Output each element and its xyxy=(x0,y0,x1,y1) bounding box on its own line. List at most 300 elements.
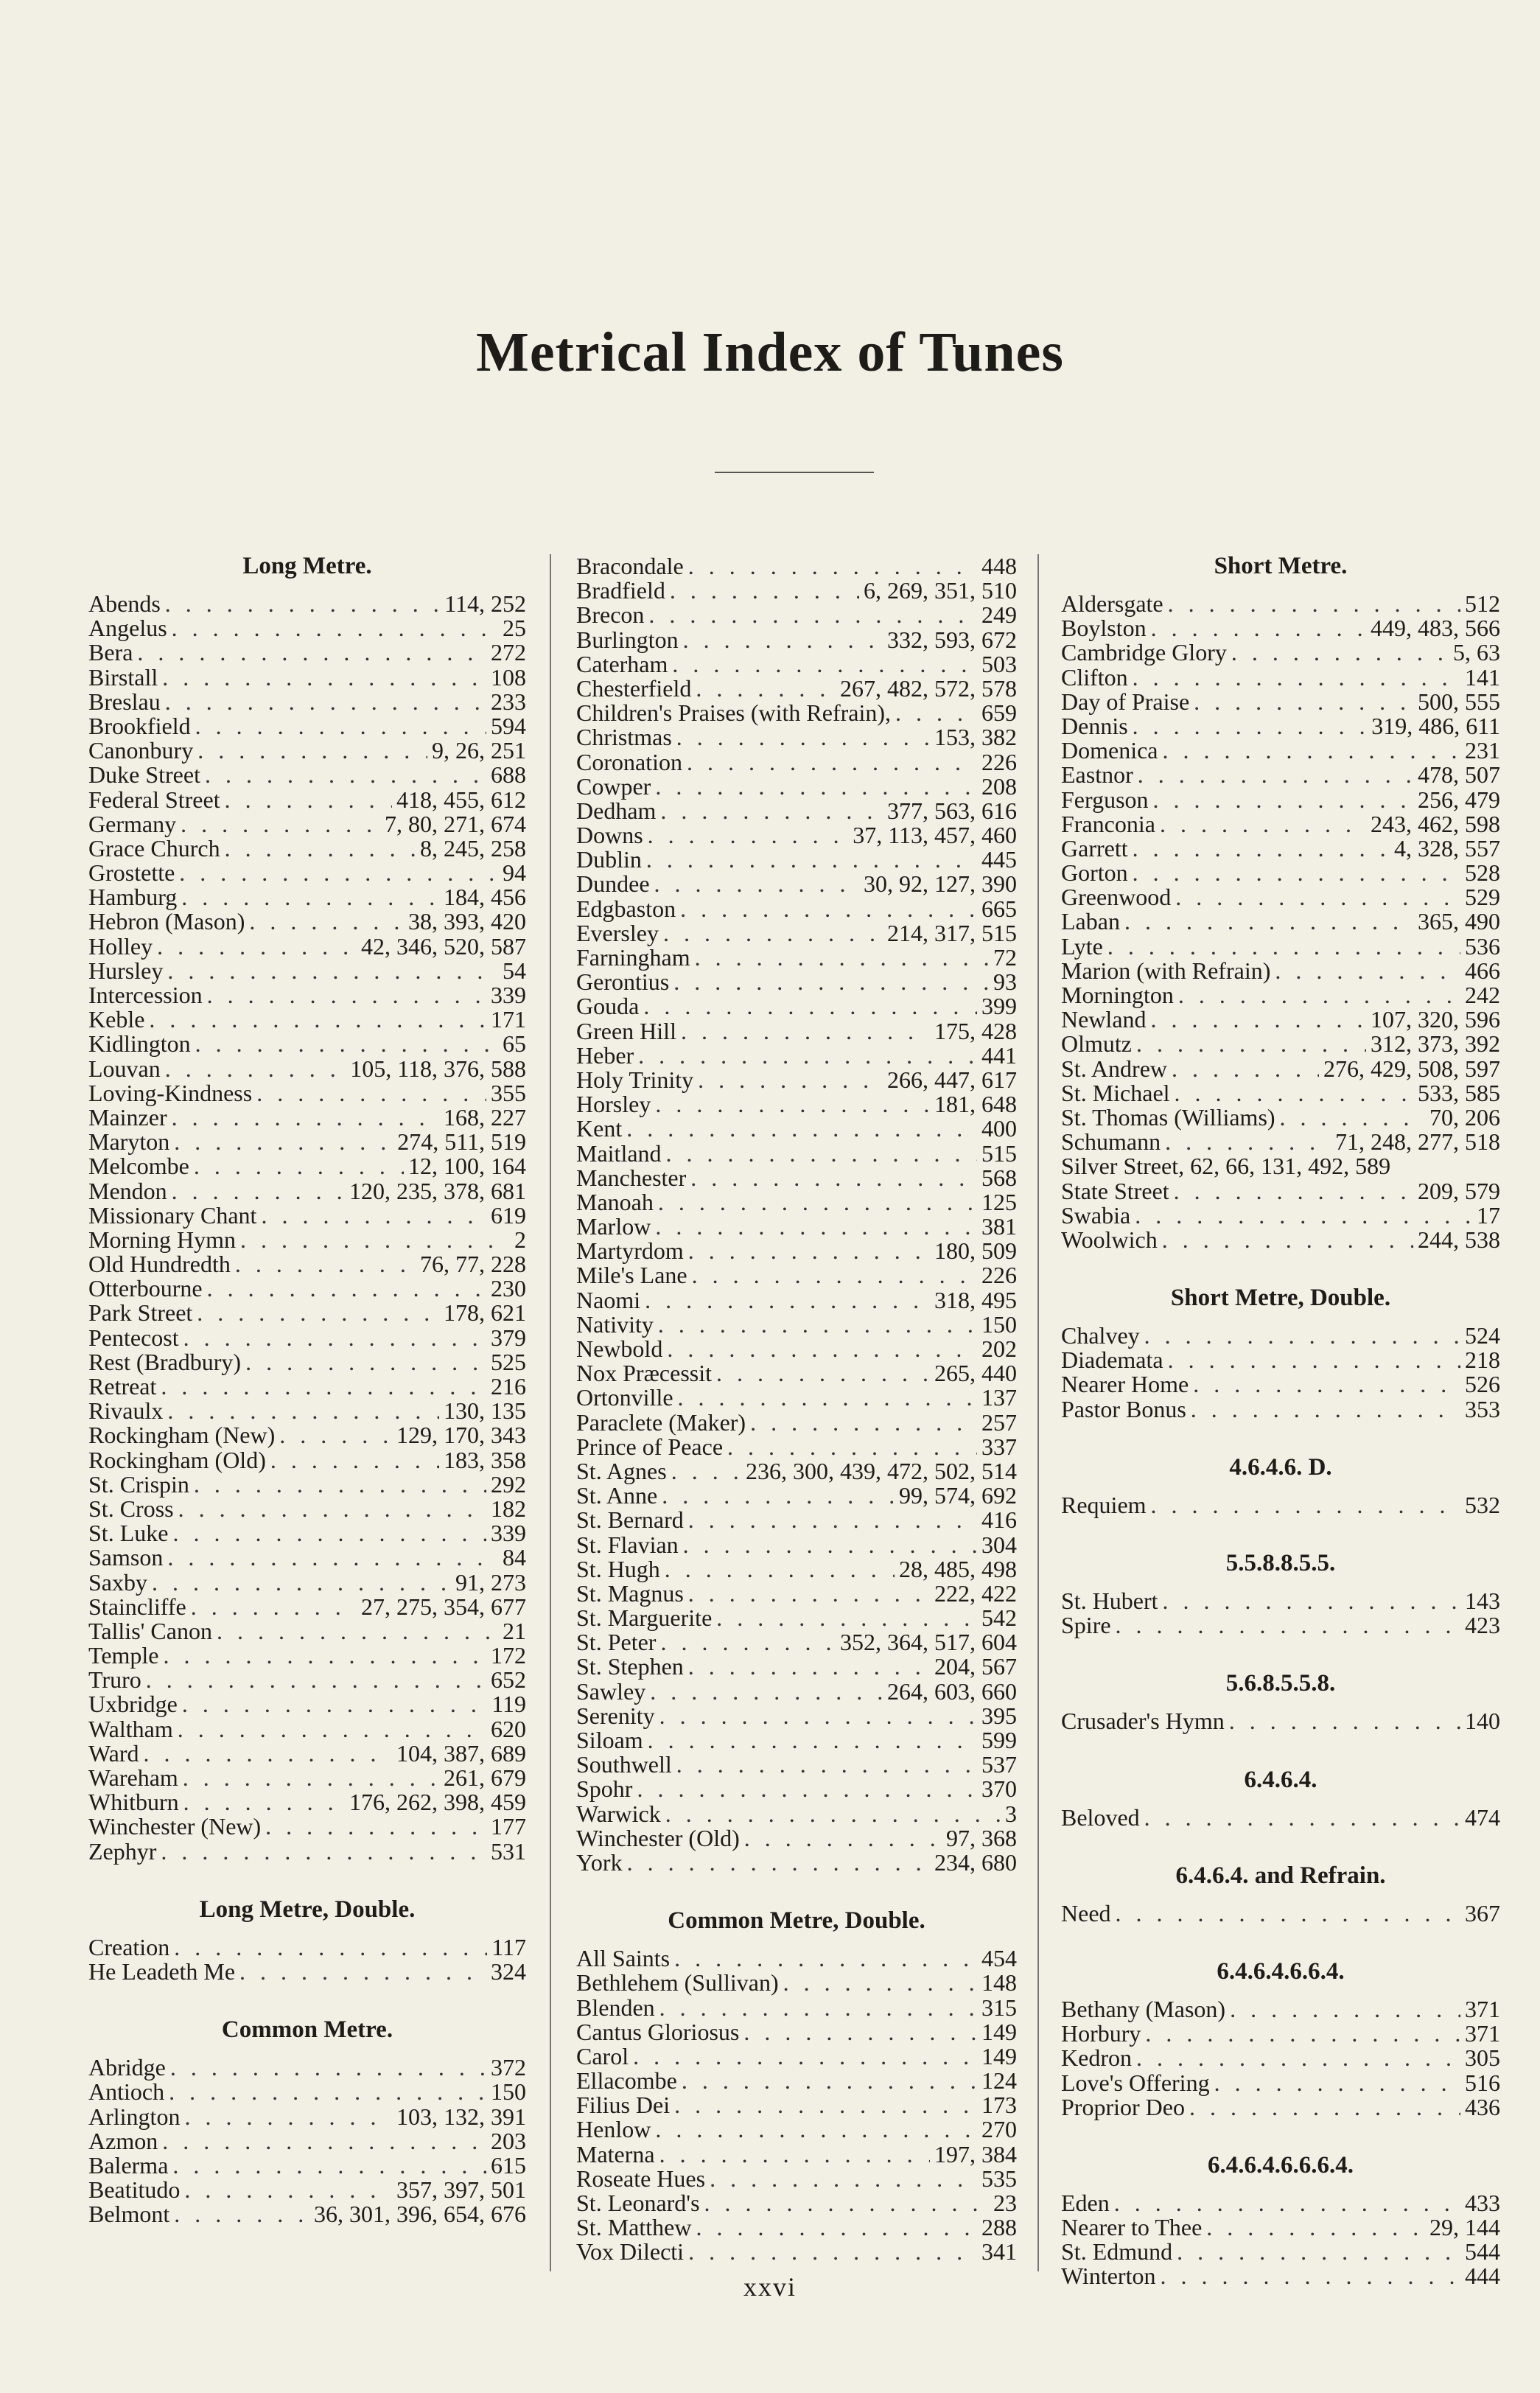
dot-leader xyxy=(183,1766,439,1790)
index-entry xyxy=(576,1704,1017,1728)
hymn-numbers: 119 xyxy=(491,1691,526,1718)
tune-name: Boylston xyxy=(1061,615,1147,642)
index-entry xyxy=(576,897,1017,921)
hymn-numbers: 140 xyxy=(1465,1708,1500,1735)
dot-leader xyxy=(270,1448,439,1473)
index-entry xyxy=(1061,1228,1500,1252)
index-entry xyxy=(576,1996,1017,2020)
hymn-numbers: 652 xyxy=(491,1666,526,1694)
index-entry xyxy=(88,812,526,836)
dot-leader xyxy=(1116,1901,1460,1926)
index-entry xyxy=(1061,1997,1500,2022)
tune-name: Paraclete (Maker) xyxy=(576,1408,746,1436)
tune-name: Brookfield xyxy=(88,712,191,739)
tune-name: Manoah xyxy=(576,1188,654,1215)
hymn-numbers: 99, 574, 692 xyxy=(899,1482,1017,1509)
dot-leader xyxy=(249,909,404,934)
index-entry xyxy=(88,959,526,983)
dot-leader xyxy=(648,823,849,848)
hymn-numbers: 619 xyxy=(491,1201,526,1229)
index-entry xyxy=(1061,2240,1500,2264)
tune-name: Morning Hymn xyxy=(88,1226,236,1253)
tune-name: Duke Street xyxy=(88,761,200,789)
section-entries xyxy=(1061,1901,1500,1926)
index-entry xyxy=(576,701,1017,725)
hymn-numbers: 30, 92, 127, 390 xyxy=(864,870,1017,898)
dot-leader xyxy=(1162,1228,1413,1252)
tune-name: Gorton xyxy=(1061,859,1128,887)
section-entries xyxy=(88,1935,526,1984)
tune-name: Angelus xyxy=(88,615,167,642)
dot-leader xyxy=(182,1692,487,1716)
tune-name: Prince of Peace xyxy=(576,1433,724,1460)
index-entry xyxy=(88,1595,526,1619)
index-entry xyxy=(1061,1081,1500,1105)
tune-name: Materna xyxy=(576,2140,655,2167)
tune-name: St. Stephen xyxy=(576,1653,684,1680)
dot-leader xyxy=(137,640,486,665)
index-entry xyxy=(576,1533,1017,1557)
hymn-numbers: 370 xyxy=(981,1775,1017,1803)
tune-name: Martyrdom xyxy=(576,1237,684,1265)
index-entry xyxy=(576,1579,1017,1607)
index-entry xyxy=(576,848,1017,872)
tune-name: Bradfield xyxy=(576,577,665,604)
dot-leader xyxy=(178,1497,486,1521)
dot-leader xyxy=(1189,2095,1460,2120)
hymn-numbers: 4, 328, 557 xyxy=(1394,834,1500,862)
tune-name: Silver Street, 62, 66, 131, 492, 589 xyxy=(1061,1153,1391,1180)
dot-leader xyxy=(674,1946,977,1971)
hymn-numbers: 400 xyxy=(981,1115,1017,1142)
hymn-numbers: 153, 382 xyxy=(934,724,1017,751)
index-entry xyxy=(88,1423,526,1447)
tune-name: Chesterfield xyxy=(576,674,692,702)
tune-name: Winchester (New) xyxy=(88,1813,262,1840)
index-entry xyxy=(88,1619,526,1643)
hymn-numbers: 97, 368 xyxy=(946,1824,1017,1851)
index-entry xyxy=(576,1508,1017,1532)
tune-name: Pentecost xyxy=(88,1324,179,1351)
hymn-numbers: 339 xyxy=(491,1520,526,1547)
index-entry xyxy=(1061,983,1500,1007)
index-entry xyxy=(88,788,526,812)
dot-leader xyxy=(716,1606,977,1630)
dot-leader xyxy=(696,2215,977,2240)
dot-leader xyxy=(174,2202,309,2226)
hymn-numbers: 416 xyxy=(981,1506,1017,1534)
dot-leader xyxy=(683,1533,977,1557)
index-entry xyxy=(88,1326,526,1350)
tune-name: Gouda xyxy=(576,993,640,1020)
dot-leader xyxy=(174,1130,393,1154)
index-entry xyxy=(576,1361,1017,1386)
index-entry xyxy=(1061,640,1500,665)
section-title: 6.4.6.4.6.6.4. xyxy=(1217,1957,1345,1985)
index-entry xyxy=(88,1935,526,1960)
index-entry xyxy=(576,579,1017,603)
tune-name: Antioch xyxy=(88,2078,165,2106)
index-entry xyxy=(576,1263,1017,1288)
index-entry xyxy=(576,946,1017,970)
index-entry xyxy=(88,714,526,738)
hymn-numbers: 503 xyxy=(981,650,1017,677)
hymn-numbers: 8, 245, 258 xyxy=(420,834,526,862)
index-entry xyxy=(576,2093,1017,2117)
dot-leader xyxy=(197,1301,439,1325)
tune-name: Woolwich xyxy=(1061,1226,1158,1253)
section-title: Short Metre. xyxy=(1214,553,1348,579)
tune-name: Diademata xyxy=(1061,1346,1163,1374)
index-entry xyxy=(576,823,1017,848)
hymn-numbers: 124 xyxy=(981,2067,1017,2095)
tune-name: Greenwood xyxy=(1061,884,1172,911)
tune-name: St. Anne xyxy=(576,1482,658,1509)
hymn-numbers: 70, 206 xyxy=(1429,1103,1500,1131)
dot-leader xyxy=(1116,1613,1460,1638)
hymn-numbers: 91, 273 xyxy=(455,1568,526,1596)
dot-leader xyxy=(1138,763,1413,787)
tune-name: Requiem xyxy=(1061,1491,1147,1518)
hymn-numbers: 568 xyxy=(981,1164,1017,1191)
tune-name: Manchester xyxy=(576,1164,687,1191)
tune-name: St. Marguerite xyxy=(576,1604,713,1632)
dot-leader xyxy=(170,2055,486,2080)
dot-leader xyxy=(1163,1589,1460,1613)
index-entry xyxy=(88,616,526,640)
hymn-numbers: 5, 63 xyxy=(1453,639,1500,666)
hymn-numbers: 76, 77, 228 xyxy=(420,1251,526,1278)
dot-leader xyxy=(648,1728,977,1753)
tune-name: Gerontius xyxy=(576,968,670,996)
dot-leader xyxy=(161,1374,486,1399)
index-entry xyxy=(1061,2191,1500,2215)
tune-name: Warwick xyxy=(576,1800,661,1827)
hymn-numbers: 197, 384 xyxy=(934,2140,1017,2167)
dot-leader xyxy=(195,714,486,738)
dot-leader xyxy=(683,628,883,652)
index-entry xyxy=(1061,592,1500,616)
hymn-numbers: 544 xyxy=(1465,2238,1500,2266)
tune-name: Tallis' Canon xyxy=(88,1617,212,1644)
index-column-3 xyxy=(1061,554,1500,2289)
index-entry xyxy=(576,1117,1017,1141)
hymn-numbers: 209, 579 xyxy=(1418,1177,1500,1204)
hymn-numbers: 445 xyxy=(981,846,1017,873)
tune-name: Nearer to Thee xyxy=(1061,2214,1203,2241)
tune-name: Abridge xyxy=(88,2054,166,2081)
section-entries xyxy=(576,554,1017,1875)
hymn-numbers: 2 xyxy=(514,1226,526,1253)
dot-leader xyxy=(1151,1007,1366,1032)
index-entry xyxy=(1061,1613,1500,1638)
hymn-numbers: 222, 422 xyxy=(934,1579,1017,1607)
column-divider xyxy=(550,554,551,2271)
dot-leader xyxy=(172,1521,486,1545)
index-entry xyxy=(88,909,526,934)
dot-leader xyxy=(225,836,416,861)
dot-leader xyxy=(1151,616,1366,640)
hymn-numbers: 267, 482, 572, 578 xyxy=(840,674,1017,702)
dot-leader xyxy=(184,2105,392,2129)
dot-leader xyxy=(178,1717,486,1742)
dot-leader xyxy=(655,2117,977,2142)
tune-name: Horsley xyxy=(576,1091,651,1118)
tune-name: Heber xyxy=(576,1041,634,1069)
tune-name: Mendon xyxy=(88,1177,167,1204)
index-entry xyxy=(576,970,1017,994)
index-entry xyxy=(88,1179,526,1204)
tune-name: Ortonville xyxy=(576,1384,673,1411)
hymn-numbers: 449, 483, 566 xyxy=(1371,615,1500,642)
index-entry xyxy=(1061,959,1500,983)
hymn-numbers: 304 xyxy=(981,1531,1017,1558)
tune-name: Siloam xyxy=(576,1727,643,1753)
hymn-numbers: 3 xyxy=(1005,1800,1017,1827)
dot-leader xyxy=(670,579,859,603)
index-entry xyxy=(1061,1901,1500,1926)
hymn-numbers: 208 xyxy=(981,772,1017,800)
tune-name: Cowper xyxy=(576,772,651,800)
hymn-numbers: 478, 507 xyxy=(1418,761,1500,789)
tune-name: Dennis xyxy=(1061,712,1128,739)
index-entry xyxy=(576,1408,1017,1436)
tune-name: Bera xyxy=(88,639,133,666)
tune-name: Zephyr xyxy=(88,1837,157,1865)
tune-name: Laban xyxy=(1061,908,1120,935)
hymn-numbers: 357, 397, 501 xyxy=(396,2176,526,2204)
tune-name: Love's Offering xyxy=(1061,2069,1210,2096)
hymn-numbers: 84 xyxy=(503,1544,526,1571)
dot-leader xyxy=(197,738,427,763)
index-entry xyxy=(576,2215,1017,2240)
tune-name: Mornington xyxy=(1061,982,1174,1008)
hymn-numbers: 436 xyxy=(1465,2093,1500,2120)
tune-name: Beloved xyxy=(1061,1803,1140,1831)
dot-leader xyxy=(164,1643,487,1668)
tune-name: Rockingham (New) xyxy=(88,1422,276,1449)
tune-name: Germany xyxy=(88,810,177,837)
hymn-numbers: 149 xyxy=(981,2042,1017,2069)
tune-name: Intercession xyxy=(88,982,203,1008)
dot-leader xyxy=(716,1361,930,1386)
hymn-numbers: 23 xyxy=(993,2190,1017,2216)
hymn-numbers: 659 xyxy=(981,699,1017,727)
hymn-numbers: 448 xyxy=(981,553,1017,579)
hymn-numbers: 312, 373, 392 xyxy=(1371,1030,1500,1058)
index-entry xyxy=(1061,690,1500,714)
dot-leader xyxy=(688,554,977,579)
hymn-numbers: 27, 275, 354, 677 xyxy=(361,1593,526,1620)
hymn-numbers: 353 xyxy=(1465,1395,1500,1422)
tune-name: St. Bernard xyxy=(576,1506,684,1534)
hymn-numbers: 249 xyxy=(981,601,1017,629)
dot-leader xyxy=(165,1057,346,1081)
tune-name: Ellacombe xyxy=(576,2067,677,2095)
hymn-numbers: 104, 387, 689 xyxy=(396,1739,526,1767)
dot-leader xyxy=(167,1545,498,1570)
dot-leader xyxy=(1280,1105,1425,1130)
tune-name: Brecon xyxy=(576,601,645,629)
dot-leader xyxy=(162,2129,486,2153)
index-entry xyxy=(1061,1372,1500,1397)
tune-name: Winchester (Old) xyxy=(576,1824,740,1851)
hymn-numbers: 512 xyxy=(1465,590,1500,617)
hymn-numbers: 9, 26, 251 xyxy=(432,737,526,764)
section-title: Common Metre, Double. xyxy=(668,1907,925,1935)
dot-leader xyxy=(704,2191,989,2215)
dot-leader xyxy=(1114,2191,1460,2215)
dot-leader xyxy=(692,1263,977,1288)
tune-name: Cambridge Glory xyxy=(1061,639,1227,666)
index-entry xyxy=(576,750,1017,775)
index-entry xyxy=(576,2240,1017,2264)
tune-name: Marion (with Refrain) xyxy=(1061,957,1271,984)
hymn-numbers: 137 xyxy=(981,1384,1017,1411)
hymn-numbers: 150 xyxy=(491,2078,526,2106)
index-column-2 xyxy=(576,554,1017,2265)
dot-leader xyxy=(1229,1709,1460,1733)
tune-name: Chalvey xyxy=(1061,1322,1140,1349)
section-entries xyxy=(88,2055,526,2226)
dot-leader xyxy=(673,970,989,994)
hymn-numbers: 242 xyxy=(1465,982,1500,1008)
dot-leader xyxy=(696,677,836,701)
index-entry xyxy=(88,1007,526,1032)
tune-name: Newbold xyxy=(576,1335,663,1362)
dot-leader xyxy=(654,872,859,896)
index-entry xyxy=(576,1386,1017,1410)
index-entry xyxy=(88,1739,526,1767)
tune-name: Eastnor xyxy=(1061,761,1133,789)
index-entry xyxy=(88,2153,526,2178)
index-entry xyxy=(1061,1589,1500,1613)
hymn-numbers: 203 xyxy=(491,2127,526,2154)
hymn-numbers: 305 xyxy=(1465,2044,1500,2072)
index-entry xyxy=(88,1154,526,1178)
hymn-numbers: 6, 269, 351, 510 xyxy=(864,577,1017,604)
index-entry xyxy=(576,1190,1017,1215)
tune-name: Abends xyxy=(88,590,161,617)
hymn-numbers: 500, 555 xyxy=(1418,688,1500,715)
tune-name: Staincliffe xyxy=(88,1593,186,1620)
hymn-numbers: 531 xyxy=(491,1837,526,1865)
index-entry xyxy=(1061,1105,1500,1130)
index-entry xyxy=(576,1288,1017,1313)
section-entries xyxy=(1061,1997,1500,2120)
dot-leader xyxy=(671,1459,741,1484)
hymn-numbers: 108 xyxy=(491,663,526,691)
section-title: Common Metre. xyxy=(221,2016,393,2044)
index-entry xyxy=(88,1350,526,1374)
tune-name: Belmont xyxy=(88,2201,170,2228)
tune-name: Bracondale xyxy=(576,553,684,579)
tune-name: Birstall xyxy=(88,663,158,691)
dot-leader xyxy=(1133,836,1390,861)
dot-leader xyxy=(239,1960,486,1984)
dot-leader xyxy=(662,1484,895,1508)
hymn-numbers: 355 xyxy=(491,1079,526,1106)
dot-leader xyxy=(183,1790,345,1814)
tune-name: St. Hugh xyxy=(576,1555,660,1582)
dot-leader xyxy=(146,1668,486,1692)
dot-leader xyxy=(660,799,883,823)
index-entry xyxy=(88,592,526,616)
dot-leader xyxy=(174,1935,487,1960)
dot-leader xyxy=(648,603,977,627)
tune-name: Crusader's Hymn xyxy=(1061,1708,1225,1735)
hymn-numbers: 243, 462, 598 xyxy=(1371,810,1500,837)
hymn-numbers: 7, 80, 271, 674 xyxy=(385,810,526,837)
hymn-numbers: 274, 511, 519 xyxy=(397,1128,526,1156)
dot-leader xyxy=(687,750,977,775)
tune-name: St. Hubert xyxy=(1061,1587,1158,1614)
tune-name: Southwell xyxy=(576,1751,672,1778)
tune-name: Henlow xyxy=(576,2116,651,2143)
hymn-numbers: 292 xyxy=(491,1470,526,1498)
hymn-numbers: 103, 132, 391 xyxy=(396,2103,526,2130)
hymn-numbers: 542 xyxy=(981,1604,1017,1632)
hymn-numbers: 173 xyxy=(981,2092,1017,2119)
hymn-numbers: 129, 170, 343 xyxy=(396,1422,526,1449)
tune-name: Eversley xyxy=(576,919,659,946)
hymn-numbers: 418, 455, 612 xyxy=(396,786,526,813)
index-entry xyxy=(88,1545,526,1570)
hymn-numbers: 665 xyxy=(981,895,1017,922)
index-entry xyxy=(576,554,1017,579)
hymn-numbers: 379 xyxy=(491,1324,526,1351)
tune-name: Kent xyxy=(576,1115,623,1142)
tune-name: Grace Church xyxy=(88,834,220,862)
index-entry xyxy=(88,1717,526,1742)
index-entry xyxy=(576,1310,1017,1338)
dot-leader xyxy=(637,1777,977,1801)
tune-name: Hursley xyxy=(88,957,164,984)
index-entry xyxy=(576,1041,1017,1069)
index-entry xyxy=(1061,714,1500,738)
hymn-numbers: 17 xyxy=(1477,1201,1500,1229)
dot-leader xyxy=(750,1411,977,1435)
dot-leader xyxy=(1133,666,1460,690)
tune-name: Canonbury xyxy=(88,737,194,764)
dot-leader xyxy=(181,885,439,909)
hymn-numbers: 184, 456 xyxy=(444,884,526,911)
hymn-numbers: 236, 300, 439, 472, 502, 514 xyxy=(746,1457,1017,1484)
tune-name: Downs xyxy=(576,822,643,849)
section-title: 6.4.6.4. xyxy=(1244,1766,1317,1793)
tune-name: Roseate Hues xyxy=(576,2165,706,2192)
section-entries xyxy=(88,592,526,1864)
tune-name: Ward xyxy=(88,1739,139,1767)
index-entry xyxy=(576,1557,1017,1582)
index-entry xyxy=(88,1837,526,1865)
tune-name: Bethlehem (Sullivan) xyxy=(576,1969,779,1997)
hymn-numbers: 94 xyxy=(503,859,526,887)
index-entry xyxy=(88,663,526,691)
tune-name: Kidlington xyxy=(88,1030,191,1058)
dot-leader xyxy=(245,1350,486,1374)
dot-leader xyxy=(688,1582,930,1606)
tune-name: Dedham xyxy=(576,797,657,824)
dot-leader xyxy=(678,1386,977,1410)
index-entry xyxy=(576,1971,1017,1995)
index-entry xyxy=(88,885,526,909)
tune-name: Maitland xyxy=(576,1139,662,1167)
hymn-numbers: 466 xyxy=(1465,957,1500,984)
index-entry xyxy=(576,2020,1017,2044)
index-column-1 xyxy=(88,554,526,2226)
dot-leader xyxy=(633,2044,977,2069)
